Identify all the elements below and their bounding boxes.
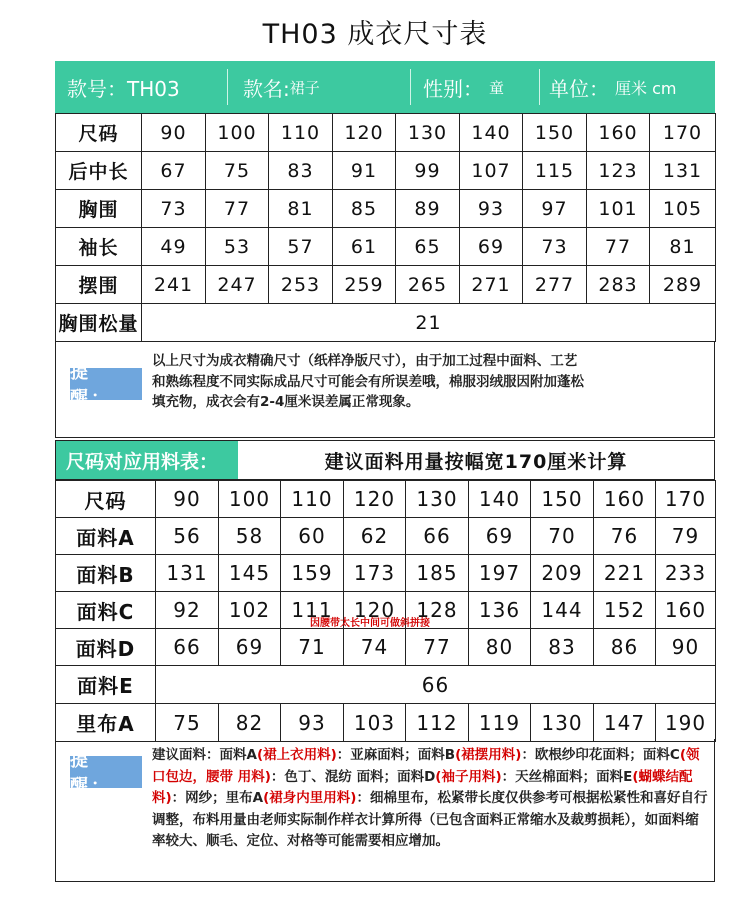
fabric-notice-segment: ：天丝棉面料；面料E	[501, 768, 633, 785]
fabric-cell: 69	[219, 629, 281, 666]
fabric-cell: 128	[406, 592, 469, 629]
size-row	[56, 266, 716, 304]
fabric-cell: 197	[469, 555, 531, 592]
size-row	[56, 190, 716, 228]
size-row-label: 摆围	[56, 266, 142, 304]
size-cell: 115	[523, 152, 587, 190]
fabric-cell: 120	[344, 592, 406, 629]
fabric-section-header	[55, 440, 715, 480]
fabric-cell: 79	[656, 518, 716, 555]
size-cell: 73	[142, 190, 206, 228]
lining-cell: 103	[344, 704, 406, 742]
size-cell: 57	[269, 228, 333, 266]
unit	[549, 61, 676, 113]
fabric-e-label: 面料E	[56, 666, 156, 704]
size-row-label: 胸围	[56, 190, 142, 228]
size-row-label: 后中长	[56, 152, 142, 190]
fabric-cell: 90	[656, 629, 716, 666]
size-cell: 241	[142, 266, 206, 304]
gender-value: 童	[489, 78, 505, 97]
size-cell: 170	[650, 114, 716, 152]
fabric-cell: 160	[656, 592, 716, 629]
fabric-cell: 86	[594, 629, 656, 666]
size-cell: 73	[523, 228, 587, 266]
fabric-e-value: 66	[156, 666, 716, 704]
fabric-cell: 159	[281, 555, 344, 592]
header-bar	[55, 61, 715, 113]
size-cell: 289	[650, 266, 716, 304]
size-cell: 75	[206, 152, 269, 190]
fabric-usage-highlight: (袖子用料)	[435, 768, 502, 785]
overlay-note: 因腰带太长中间可做斜拼接	[310, 618, 430, 629]
fabric-cell: 90	[156, 481, 219, 518]
lining-cell: 112	[406, 704, 469, 742]
size-cell: 150	[523, 114, 587, 152]
fabric-table	[55, 480, 716, 742]
size-cell: 93	[460, 190, 523, 228]
fabric-cell: 110	[281, 481, 344, 518]
fabric-cell: 209	[531, 555, 594, 592]
fabric-width-note: 建议面料用量按幅宽170厘米计算	[324, 450, 628, 473]
notice-line: 填充物，成衣会有2-4厘米误差属正常现象。	[152, 394, 420, 410]
fabric-cell: 102	[219, 592, 281, 629]
fabric-usage-highlight: (领口包边，腰带 用料)	[152, 747, 700, 785]
ease-value: 21	[142, 304, 716, 342]
fabric-notice-segment: 建议面料：面料A	[152, 747, 257, 763]
size-cell: 265	[396, 266, 460, 304]
size-row	[56, 228, 716, 266]
fabric-e-row	[56, 666, 716, 704]
fabric-row	[56, 555, 716, 592]
fabric-cell: 131	[156, 555, 219, 592]
fabric-cell: 60	[281, 518, 344, 555]
style-name-label: 款名:	[243, 76, 290, 101]
fabric-cell: 80	[469, 629, 531, 666]
size-cell: 89	[396, 190, 460, 228]
lining-row	[56, 704, 716, 742]
size-cell: 105	[650, 190, 716, 228]
fabric-usage-highlight: (裙上衣用料)	[256, 747, 337, 763]
fabric-cell: 136	[469, 592, 531, 629]
fabric-cell: 76	[594, 518, 656, 555]
fabric-row-label: 面料C	[56, 592, 156, 629]
fabric-cell: 140	[469, 481, 531, 518]
fabric-row	[56, 629, 716, 666]
size-cell: 81	[650, 228, 716, 266]
ease-label: 胸围松量	[56, 304, 142, 342]
size-cell: 77	[587, 228, 650, 266]
fabric-cell: 77	[406, 629, 469, 666]
header-divider	[410, 69, 411, 105]
fabric-notice-badge: 提 醒：	[70, 756, 142, 788]
fabric-cell: 233	[656, 555, 716, 592]
fabric-cell: 160	[594, 481, 656, 518]
fabric-section-label: 尺码对应用料表：	[56, 441, 238, 479]
fabric-cell: 120	[344, 481, 406, 518]
size-cell: 77	[206, 190, 269, 228]
size-cell: 271	[460, 266, 523, 304]
size-cell: 131	[650, 152, 716, 190]
size-cell: 247	[206, 266, 269, 304]
size-row	[56, 152, 716, 190]
fabric-cell: 62	[344, 518, 406, 555]
size-cell: 53	[206, 228, 269, 266]
fabric-cell: 150	[531, 481, 594, 518]
lining-cell: 190	[656, 704, 716, 742]
fabric-cell: 58	[219, 518, 281, 555]
fabric-row-label: 面料A	[56, 518, 156, 555]
size-cell: 90	[142, 114, 206, 152]
size-row-label: 尺码	[56, 114, 142, 152]
fabric-row-label: 面料B	[56, 555, 156, 592]
size-row	[56, 114, 716, 152]
notice-line: 和熟练程度不同实际成品尺寸可能会有所误差哦，棉服羽绒服因附加蓬松	[152, 373, 584, 390]
lining-cell: 130	[531, 704, 594, 742]
unit-value: 厘米 cm	[615, 78, 677, 98]
fabric-cell: 83	[531, 629, 594, 666]
fabric-usage-highlight: (蝴蝶结配料)	[152, 768, 693, 806]
lining-label: 里布A	[56, 704, 156, 742]
size-cell: 99	[396, 152, 460, 190]
fabric-usage-highlight: (裙摆用料)	[455, 747, 522, 763]
fabric-notice-text	[152, 745, 710, 853]
gender-label: 性别：	[423, 76, 483, 101]
fabric-cell: 66	[406, 518, 469, 555]
size-cell: 253	[269, 266, 333, 304]
fabric-cell: 66	[156, 629, 219, 666]
notice-box	[55, 341, 715, 438]
size-cell: 61	[333, 228, 396, 266]
fabric-cell: 152	[594, 592, 656, 629]
lining-cell: 93	[281, 704, 344, 742]
fabric-cell: 221	[594, 555, 656, 592]
size-cell: 277	[523, 266, 587, 304]
size-cell: 100	[206, 114, 269, 152]
size-cell: 160	[587, 114, 650, 152]
fabric-row	[56, 518, 716, 555]
size-cell: 140	[460, 114, 523, 152]
fabric-cell: 74	[344, 629, 406, 666]
header-divider	[227, 69, 228, 105]
fabric-notice-segment: ：色丁、混纺 面料；面料D	[270, 768, 436, 785]
size-cell: 83	[269, 152, 333, 190]
notice-text	[152, 351, 712, 413]
size-table	[55, 113, 716, 342]
style-number: 款号：TH03	[67, 76, 180, 101]
fabric-notice-segment: ：欧根纱印花面料；面料C	[521, 747, 680, 763]
fabric-row-label: 尺码	[56, 481, 156, 518]
size-cell: 85	[333, 190, 396, 228]
gender	[423, 61, 504, 113]
lining-cell: 147	[594, 704, 656, 742]
size-cell: 91	[333, 152, 396, 190]
size-cell: 81	[269, 190, 333, 228]
size-cell: 65	[396, 228, 460, 266]
fabric-notice-segment: ：亚麻面料；面料B	[336, 747, 456, 763]
fabric-row-label: 面料D	[56, 629, 156, 666]
style-name-value: 裙子	[289, 78, 320, 97]
fabric-cell: 130	[406, 481, 469, 518]
size-cell: 69	[460, 228, 523, 266]
size-cell: 120	[333, 114, 396, 152]
fabric-cell: 144	[531, 592, 594, 629]
size-cell: 49	[142, 228, 206, 266]
fabric-cell: 111	[281, 592, 344, 629]
size-cell: 123	[587, 152, 650, 190]
fabric-cell: 71	[281, 629, 344, 666]
fabric-cell: 145	[219, 555, 281, 592]
header-divider	[539, 69, 540, 105]
fabric-notice-box	[55, 739, 715, 882]
fabric-notice-segment: ：细棉里布，松紧带长度仅供参考可根据松紧性和喜好自行调整，布料用量由老师实际制作样衣计算所得（已包含面料正常缩水及裁剪损耗），如面料缩率较大、顺毛、定位、对格等可能需要相应增加。	[152, 790, 708, 849]
fabric-usage-highlight: (裙身内里用料)	[263, 790, 357, 806]
ease-row	[56, 304, 716, 342]
notice-badge: 提 醒：	[70, 368, 142, 400]
style-name	[243, 61, 320, 113]
size-cell: 110	[269, 114, 333, 152]
size-cell: 259	[333, 266, 396, 304]
fabric-notice-segment: ：网纱；里布A	[171, 790, 264, 806]
size-row-label: 袖长	[56, 228, 142, 266]
page-title: TH03 成衣尺寸表	[262, 19, 488, 50]
fabric-row	[56, 481, 716, 518]
notice-line: 以上尺寸为成衣精确尺寸（纸样净版尺寸），由于加工过程中面料、工艺	[152, 353, 578, 369]
unit-label: 单位：	[549, 76, 609, 101]
fabric-cell: 185	[406, 555, 469, 592]
fabric-cell: 69	[469, 518, 531, 555]
fabric-cell: 92	[156, 592, 219, 629]
size-cell: 101	[587, 190, 650, 228]
lining-cell: 119	[469, 704, 531, 742]
fabric-cell: 70	[531, 518, 594, 555]
size-cell: 97	[523, 190, 587, 228]
size-cell: 130	[396, 114, 460, 152]
lining-cell: 82	[219, 704, 281, 742]
fabric-cell: 56	[156, 518, 219, 555]
fabric-cell: 100	[219, 481, 281, 518]
lining-cell: 75	[156, 704, 219, 742]
size-cell: 107	[460, 152, 523, 190]
size-cell: 67	[142, 152, 206, 190]
fabric-cell: 173	[344, 555, 406, 592]
size-cell: 283	[587, 266, 650, 304]
fabric-cell: 170	[656, 481, 716, 518]
